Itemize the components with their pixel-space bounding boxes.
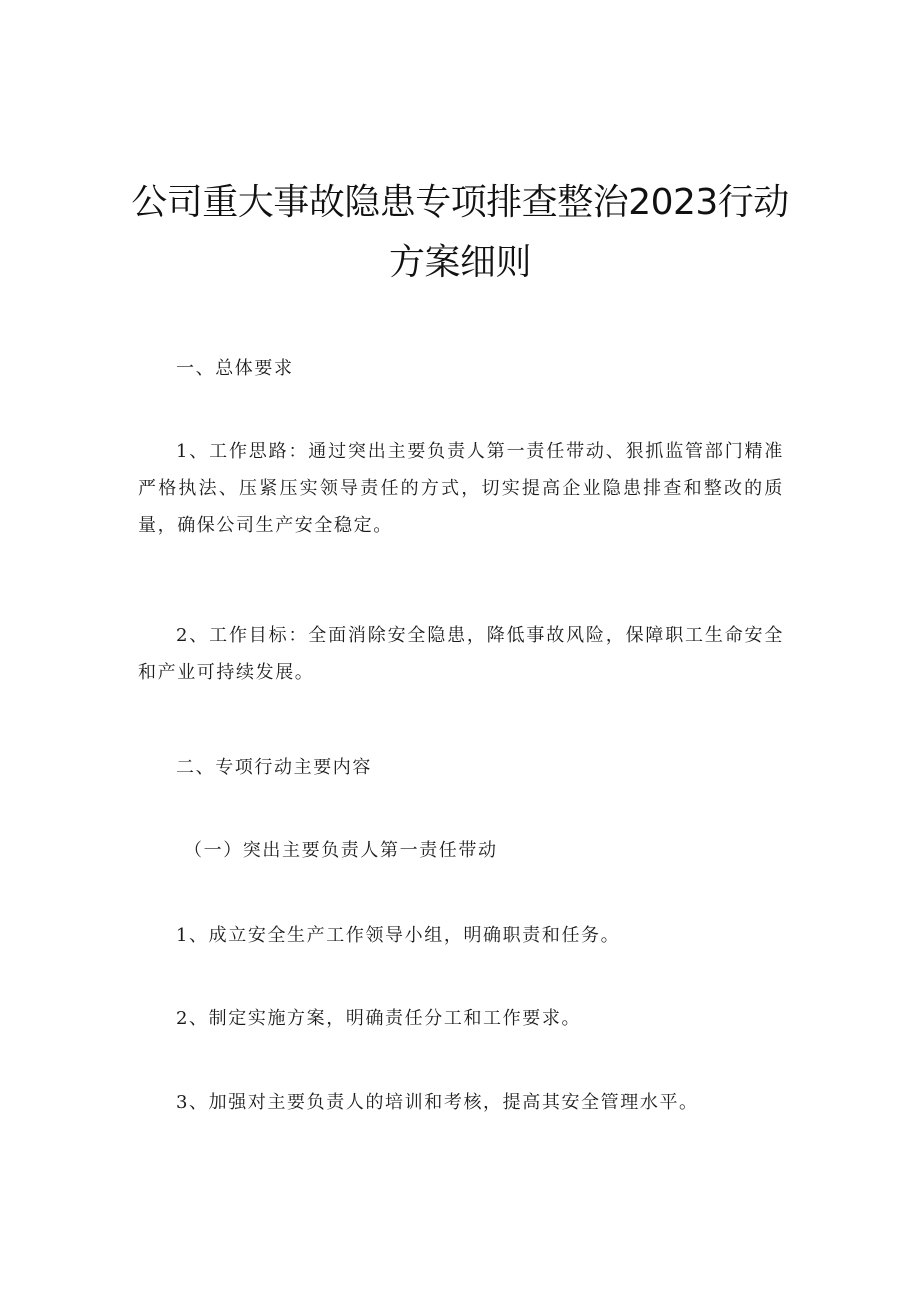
document-title-line-1: 公司重大事故隐患专项排查整治2023行动: [131, 182, 789, 223]
paragraph-work-approach: 1、工作思路：通过突出主要负责人第一责任带动、狠抓监管部门精准严格执法、压紧压实领导责任的方式，切实提高企业隐患排查和整改的质量，确保公司生产安全稳定。: [138, 441, 784, 536]
section-heading-general-requirements: 一、总体要求: [176, 358, 294, 379]
list-item-1: 1、成立安全生产工作领导小组，明确职责和任务。: [176, 925, 621, 946]
paragraph-work-goal: 2、工作目标：全面消除安全隐患，降低事故风险，保障职工生命安全和产业可持续发展。: [138, 625, 784, 683]
subsection-heading-responsibility: （一）突出主要负责人第一责任带动: [184, 840, 498, 861]
document-title-line-2: 方案细则: [388, 242, 531, 283]
list-item-2: 2、制定实施方案，明确责任分工和工作要求。: [176, 1008, 582, 1029]
list-item-3: 3、加强对主要负责人的培训和考核，提高其安全管理水平。: [176, 1092, 699, 1113]
section-heading-main-content: 二、专项行动主要内容: [176, 757, 372, 778]
